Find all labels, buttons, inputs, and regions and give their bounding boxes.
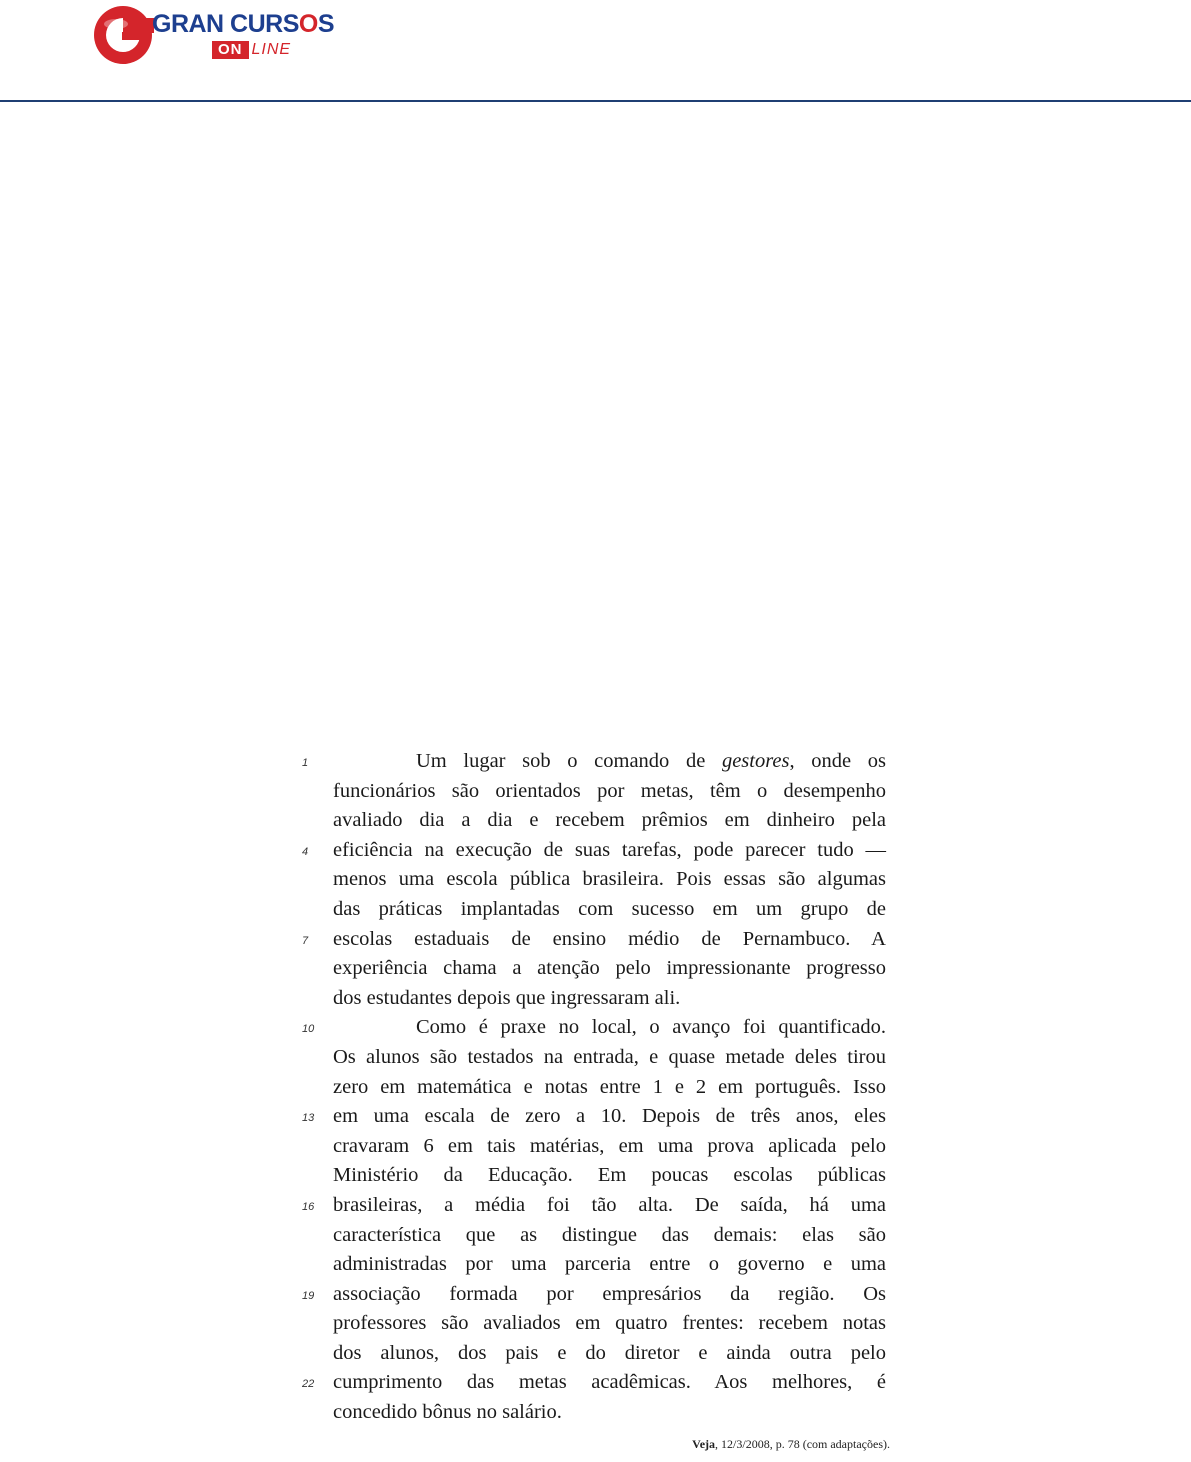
line-number: 4 (302, 845, 309, 858)
passage-line-text: Um lugar sob o comando de gestores, onde os (416, 750, 886, 772)
passage-line (296, 1221, 896, 1251)
passage-line-text: avaliado dia a dia e recebem prêmios em dinheiro pela (333, 809, 886, 832)
passage-line (296, 806, 896, 836)
passage-line-text: menos uma escola pública brasileira. Pois essas são algumas (333, 868, 886, 891)
passage-line-text: característica que as distingue das demais: elas são (333, 1223, 886, 1246)
passage-line-text: zero em matemática e notas entre 1 e 2 em português. Isso (333, 1075, 886, 1098)
passage-line (296, 1043, 896, 1073)
passage-line (296, 836, 896, 866)
line-number: 13 (302, 1112, 315, 1125)
passage-line-text: dos estudantes depois que ingressaram ali. (333, 986, 681, 1009)
line-number: 19 (302, 1289, 315, 1302)
source-citation (296, 1437, 890, 1452)
passage-line (296, 1368, 896, 1398)
passage-line (296, 747, 896, 777)
logo-online: ON LINE (212, 41, 291, 59)
source-details: , 12/3/2008, p. 78 (com adaptações). (715, 1437, 890, 1451)
passage-line (296, 1073, 896, 1103)
passage-line (296, 1280, 896, 1310)
passage-line-text: concedido bônus no salário. (333, 1401, 562, 1424)
passage-line-text: eficiência na execução de suas tarefas, pode parecer tudo — (333, 838, 886, 861)
logo-g-mark-icon (92, 4, 154, 66)
source-publication: Veja (692, 1437, 716, 1451)
header-divider (0, 100, 1191, 102)
passage-line (296, 865, 896, 895)
passage-line-text: dos alunos, dos pais e do diretor e ainda outra pelo (333, 1341, 886, 1364)
passage-line-text: escolas estaduais de ensino médio de Pernambuco. A (333, 927, 886, 950)
passage-line (296, 1398, 896, 1428)
line-number: 10 (302, 1023, 315, 1036)
line-number: 7 (302, 934, 309, 947)
passage-line (296, 1309, 896, 1339)
passage-line-text: associação formada por empresários da região. Os (333, 1282, 886, 1305)
passage-line (296, 1191, 896, 1221)
passage-text (296, 747, 896, 1428)
line-number: 16 (302, 1200, 315, 1213)
passage-line (296, 1161, 896, 1191)
passage-line (296, 777, 896, 807)
passage-line (296, 925, 896, 955)
passage-line-text: Como é praxe no local, o avanço foi quantificado. (416, 1016, 886, 1039)
passage-line-text: brasileiras, a média foi tão alta. De saída, há uma (333, 1193, 886, 1216)
passage-line-text: administradas por uma parceria entre o governo e uma (333, 1253, 886, 1276)
gran-cursos-logo (92, 4, 352, 70)
passage-line (296, 895, 896, 925)
passage-line (296, 954, 896, 984)
line-number: 22 (302, 1378, 315, 1391)
passage-line (296, 984, 896, 1014)
passage-line (296, 1102, 896, 1132)
passage-line-text: professores são avaliados em quatro frentes: recebem notas (333, 1312, 886, 1335)
line-number: 1 (302, 757, 309, 769)
passage-line (296, 1132, 896, 1162)
passage-line-text: em uma escala de zero a 10. Depois de três anos, eles (333, 1105, 886, 1128)
passage-line (296, 1250, 896, 1280)
passage-line (296, 1013, 896, 1043)
passage-line-text: cumprimento das metas acadêmicas. Aos melhores, é (333, 1371, 886, 1394)
passage-line (296, 1339, 896, 1369)
passage-line-text: experiência chama a atenção pelo impressionante progresso (333, 957, 886, 980)
passage-line-text: Ministério da Educação. Em poucas escolas públicas (333, 1164, 886, 1187)
passage-line-text: cravaram 6 em tais matérias, em uma prova aplicada pelo (333, 1134, 886, 1157)
passage-line-text: Os alunos são testados na entrada, e quase metade deles tirou (333, 1045, 886, 1068)
passage-line-text: das práticas implantadas com sucesso em um grupo de (333, 897, 886, 920)
logo-wordmark: GRAN CURSOS (152, 10, 335, 38)
passage-line-text: funcionários são orientados por metas, têm o desempenho (333, 779, 886, 802)
page-header (0, 0, 1191, 104)
